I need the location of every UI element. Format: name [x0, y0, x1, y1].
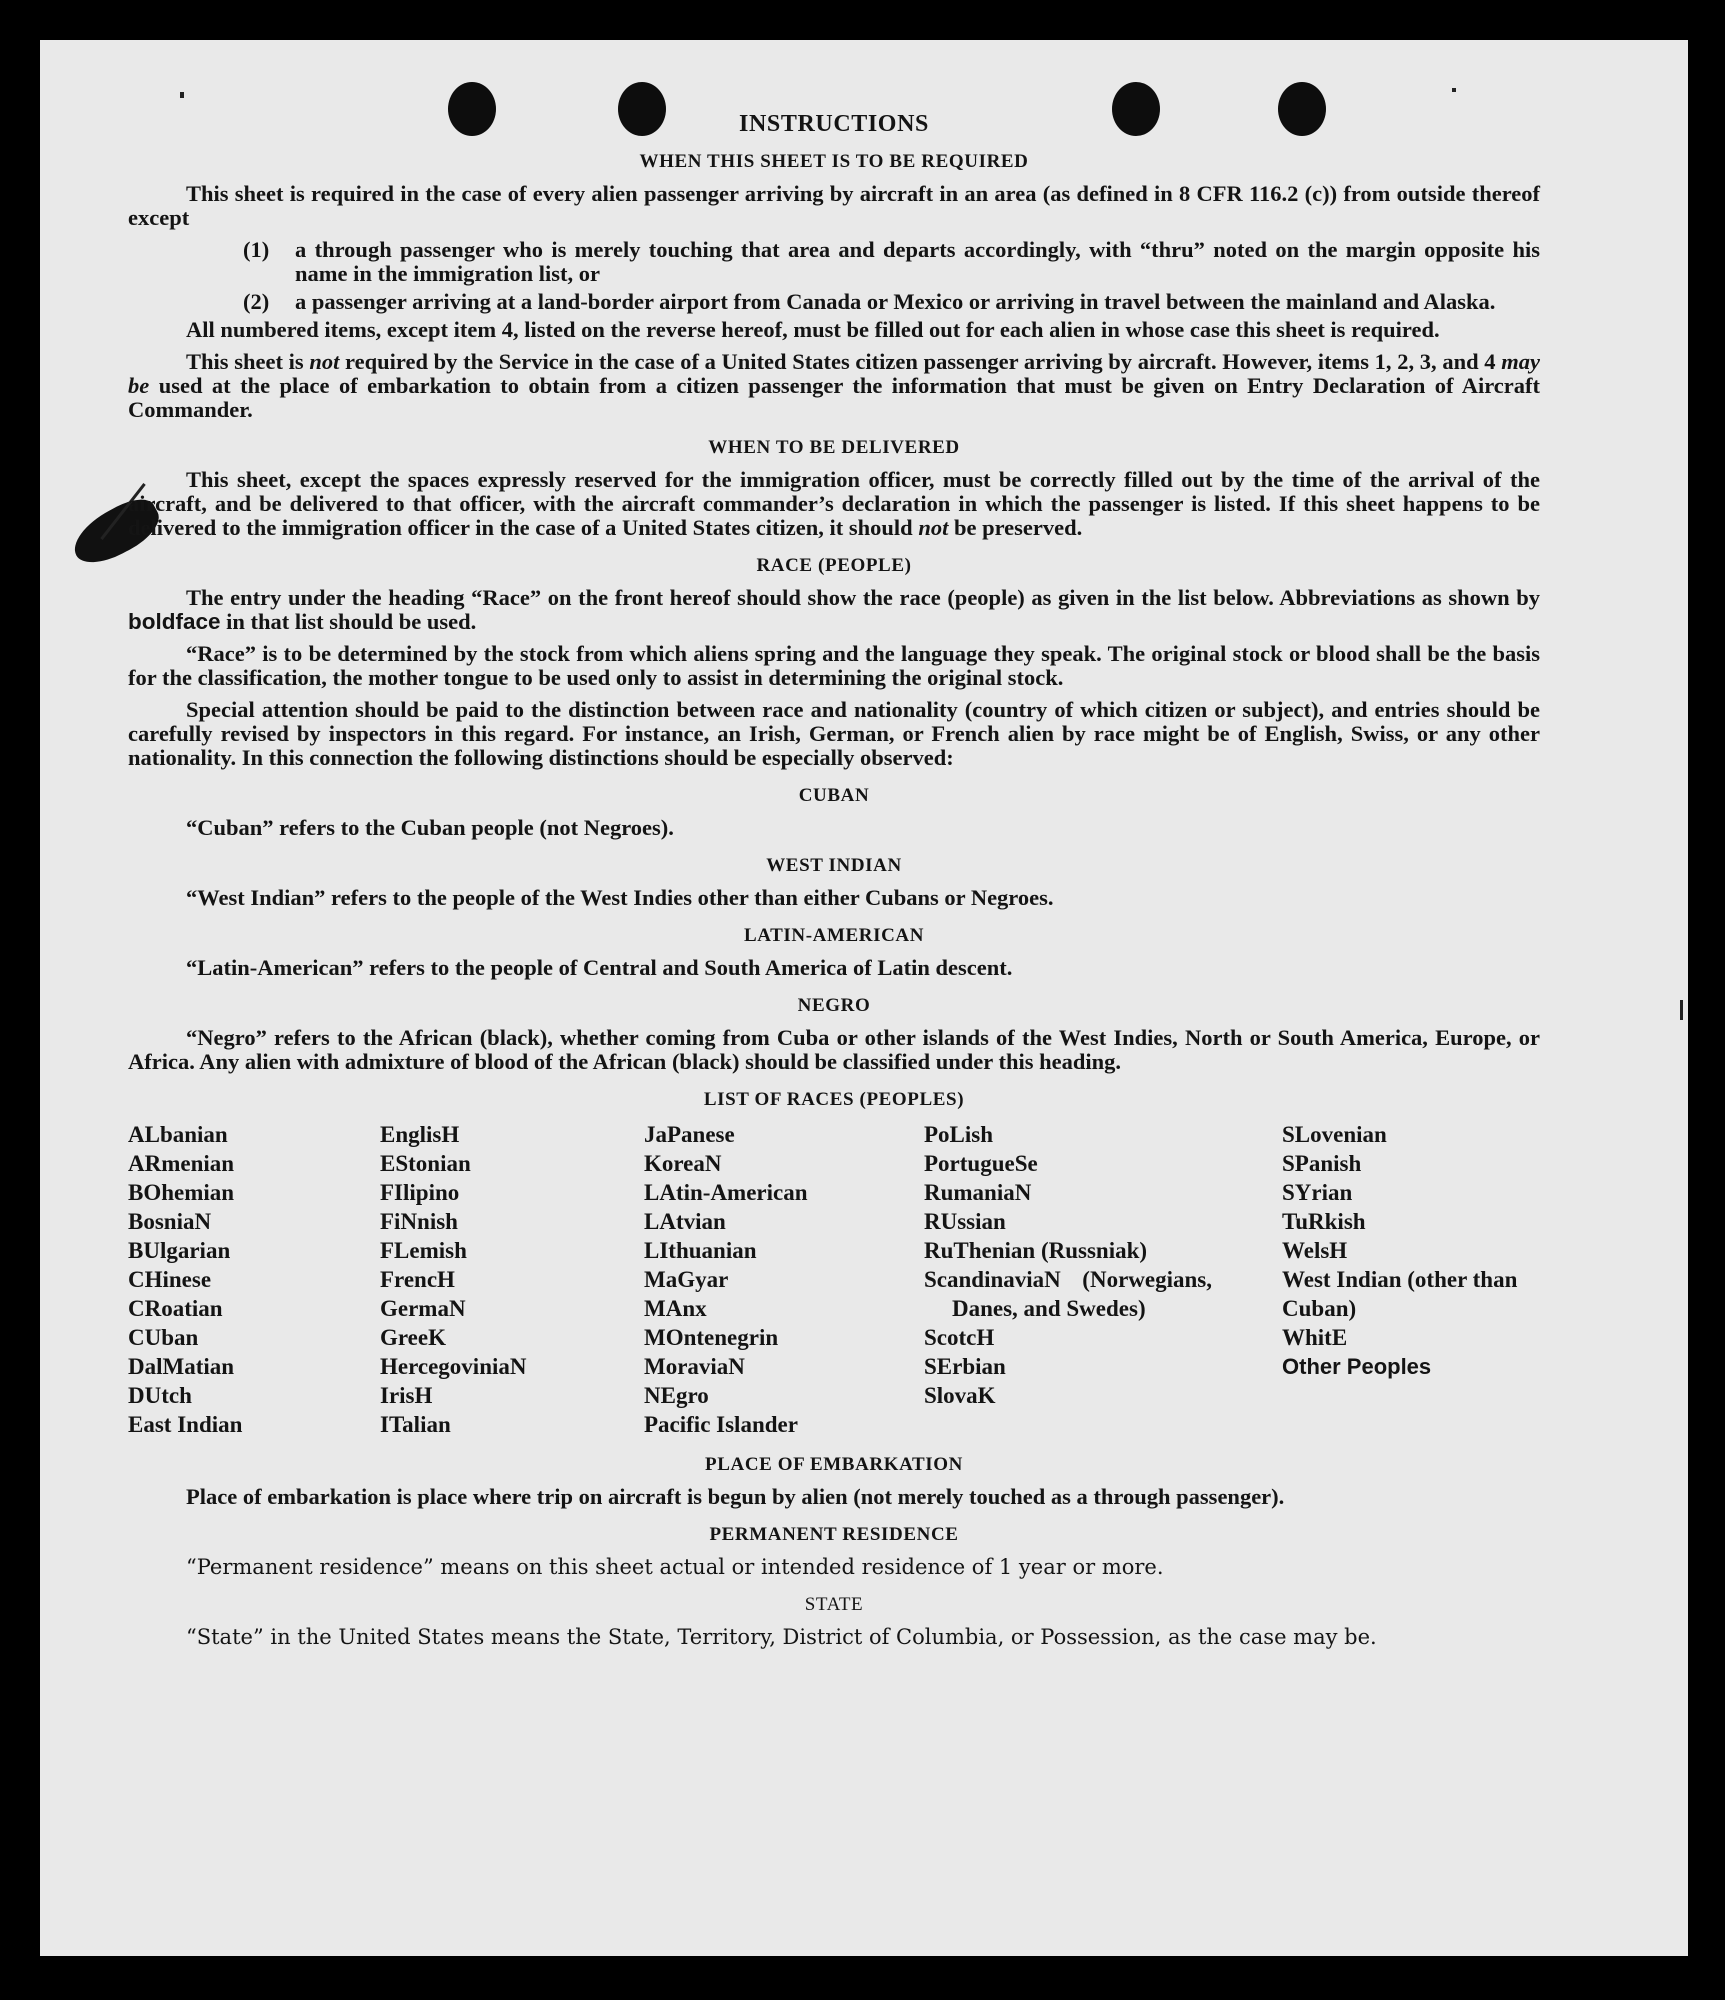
heading-race: RACE (PEOPLE) — [756, 555, 912, 576]
italic-run: not — [918, 515, 949, 540]
race-item: FiNnish — [380, 1209, 458, 1234]
race-item: KoreaN — [644, 1151, 722, 1176]
race-item: WhitE — [1282, 1325, 1348, 1350]
race-item: ScandinaviaN (Norwegians, Danes, and Swedes) — [924, 1267, 1212, 1321]
race-item: SYrian — [1282, 1180, 1353, 1205]
negro-text: “Negro” refers to the African (black), whether coming from Cuba or other islands of the West Indies, North or South America, Europe, or Africa. Any alien with admixture of blood of the African (black) should be classified under this heading. — [128, 1025, 1540, 1074]
item-text: a through passenger who is merely touching that area and departs accordingly, with “thru” noted on the margin opposite his name in the immigration list, or — [295, 237, 1540, 286]
race-item: LAtvian — [644, 1209, 726, 1234]
italic-run: not — [309, 349, 340, 374]
item-number: (2) — [243, 289, 270, 314]
document-sheet — [40, 40, 1688, 1956]
race-column-2 — [380, 1120, 644, 1439]
heading-when-required: WHEN THIS SHEET IS TO BE REQUIRED — [639, 151, 1029, 172]
race-paragraph-3: Special attention should be paid to the distinction between race and nationality (country of which citizen or subject), and entries should be carefully revised by inspectors in this regard. For instance, an Irish, German, or French alien by race might be of English, Swiss, or any other nationality. In this connection the following distinctions should be especially observed: — [128, 697, 1540, 770]
race-item: FIlipino — [380, 1180, 460, 1205]
exception-item-2 — [243, 290, 1540, 314]
race-column-5 — [1282, 1120, 1532, 1439]
race-item: Pacific Islander — [644, 1412, 798, 1437]
heading-embarkation: PLACE OF EMBARKATION — [705, 1454, 963, 1475]
heading-state: STATE — [804, 1594, 864, 1615]
race-item: CRoatian — [128, 1296, 223, 1321]
text-run: be preserved. — [948, 515, 1083, 540]
race-item: RUssian — [924, 1209, 1006, 1234]
italic-run: may be — [128, 349, 1540, 398]
race-column-4 — [924, 1120, 1212, 1439]
heading-cuban: CUBAN — [798, 785, 870, 806]
text-run: required by the Service in the case of a United States citizen passenger arriving by aircraft. However, items 1, 2, 3, and 4 — [339, 349, 1502, 374]
race-item: SPanish — [1282, 1151, 1362, 1176]
race-item: LAtin-American — [644, 1180, 808, 1205]
race-item: SLovenian — [1282, 1122, 1387, 1147]
race-item: CUban — [128, 1325, 199, 1350]
heading-list-of-races: LIST OF RACES (PEOPLES) — [703, 1089, 965, 1110]
race-item: CHinese — [128, 1267, 212, 1292]
race-item: FrencH — [380, 1267, 455, 1292]
race-paragraph-2: “Race” is to be determined by the stock from which aliens spring and the language they speak. The original stock or blood shall be the basis for the classification, the mother tongue to be used only to assist in determining the original stock. — [128, 641, 1540, 690]
boldface-run: boldface — [128, 609, 221, 634]
delivered-paragraph — [128, 468, 1540, 540]
instructions-body — [128, 112, 1540, 1657]
race-item: MoraviaN — [644, 1354, 745, 1379]
heading-west-indian: WEST INDIAN — [766, 855, 902, 876]
race-item: ARmenian — [128, 1151, 235, 1176]
west-indian-text: “West Indian” refers to the people of the West Indies other than either Cubans or Negroes. — [186, 885, 1054, 910]
text-run: The entry under the heading “Race” on the front hereof should show the race (people) as given in the list below. Abbreviations as shown by — [186, 585, 1540, 610]
race-item: SErbian — [924, 1354, 1006, 1379]
race-item: FLemish — [380, 1238, 467, 1263]
speck — [1452, 88, 1456, 92]
race-item: BUlgarian — [128, 1238, 231, 1263]
race-item: PoLish — [924, 1122, 994, 1147]
race-item: IrisH — [380, 1383, 433, 1408]
text-run: This sheet, except the spaces expressly reserved for the immigration officer, must be correctly filled out by the time of the arrival of the aircraft, and be delivered to that officer, with the aircraft commander’s declaration in which the passenger is listed. If this sheet happens to be delivered to the immigration officer in the case of a United States citizen, it should — [128, 467, 1540, 540]
race-column-1 — [128, 1120, 380, 1439]
race-item: MOntenegrin — [644, 1325, 779, 1350]
race-item: TuRkish — [1282, 1209, 1366, 1234]
race-item: Other Peoples — [1282, 1354, 1432, 1379]
race-item: LIthuanian — [644, 1238, 757, 1263]
race-item: JaPanese — [644, 1122, 735, 1147]
embarkation-text: Place of embarkation is place where trip on aircraft is begun by alien (not merely touched as a through passenger). — [186, 1484, 1285, 1509]
cuban-text: “Cuban” refers to the Cuban people (not Negroes). — [186, 815, 674, 840]
race-item: RumaniaN — [924, 1180, 1032, 1205]
heading-when-delivered: WHEN TO BE DELIVERED — [708, 437, 960, 458]
race-item: BosniaN — [128, 1209, 212, 1234]
race-item: GermaN — [380, 1296, 466, 1321]
exception-item-1 — [243, 238, 1540, 286]
race-item: EnglisH — [380, 1122, 460, 1147]
citizen-paragraph — [128, 350, 1540, 422]
race-item: MAnx — [644, 1296, 707, 1321]
race-item: DalMatian — [128, 1354, 235, 1379]
state-text: “State” in the United States means the State, Territory, District of Columbia, or Possession, as the case may be. — [186, 1625, 1377, 1649]
speck — [180, 92, 184, 98]
text-run: in that list should be used. — [220, 609, 477, 634]
residence-text: “Permanent residence” means on this sheet actual or intended residence of 1 year or more. — [186, 1555, 1164, 1579]
latin-american-text: “Latin-American” refers to the people of Central and South America of Latin descent. — [186, 955, 1013, 980]
race-item: RuThenian (Russniak) — [924, 1238, 1148, 1263]
all-numbered-paragraph: All numbered items, except item 4, listed on the reverse hereof, must be filled out for each alien in whose case this sheet is required. — [186, 317, 1440, 342]
item-text: a passenger arriving at a land-border airport from Canada or Mexico or arriving in travel between the mainland and Alaska. — [295, 289, 1496, 314]
text-run: This sheet is — [186, 349, 310, 374]
heading-latin-american: LATIN-AMERICAN — [743, 925, 925, 946]
race-item: DUtch — [128, 1383, 192, 1408]
race-list — [128, 1120, 1540, 1439]
race-item: West Indian (other than Cuban) — [1282, 1267, 1518, 1321]
race-item: EStonian — [380, 1151, 471, 1176]
text-run: used at the place of embarkation to obtain from a citizen passenger the information that must be given on Entry Declaration of Aircraft Commander. — [128, 373, 1540, 422]
page-title: INSTRUCTIONS — [739, 111, 929, 137]
heading-residence: PERMANENT RESIDENCE — [709, 1524, 959, 1545]
item-number: (1) — [243, 237, 270, 262]
speck — [1680, 1000, 1683, 1020]
race-item: NEgro — [644, 1383, 709, 1408]
race-item: HercegoviniaN — [380, 1354, 527, 1379]
race-item: GreeK — [380, 1325, 446, 1350]
heading-negro: NEGRO — [797, 995, 871, 1016]
race-item: East Indian — [128, 1412, 243, 1437]
race-item: ScotcH — [924, 1325, 995, 1350]
race-item: ITalian — [380, 1412, 451, 1437]
race-item: ALbanian — [128, 1122, 228, 1147]
race-item: SlovaK — [924, 1383, 996, 1408]
race-paragraph-1 — [128, 586, 1540, 634]
race-item: WelsH — [1282, 1238, 1348, 1263]
race-item: PortugueSe — [924, 1151, 1038, 1176]
race-item: MaGyar — [644, 1267, 729, 1292]
race-column-3 — [644, 1120, 924, 1439]
race-item: BOhemian — [128, 1180, 235, 1205]
required-intro: This sheet is required in the case of every alien passenger arriving by aircraft in an area (as defined in 8 CFR 116.2 (c)) from outside thereof except — [128, 181, 1540, 230]
